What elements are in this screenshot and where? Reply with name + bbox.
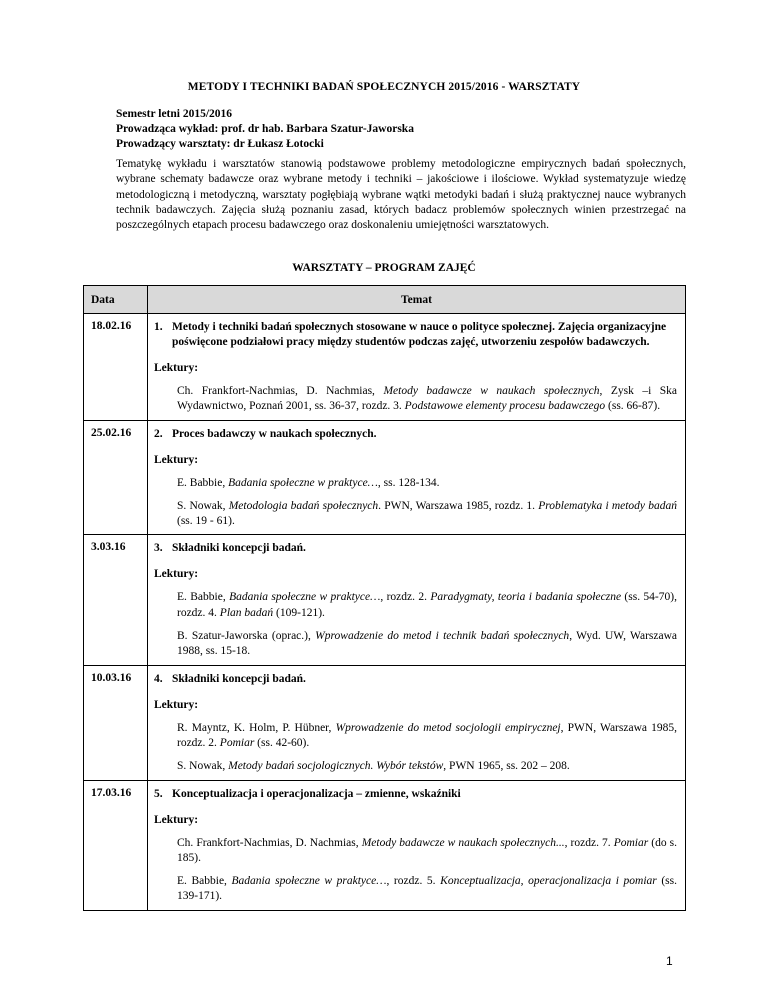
row-date: 18.02.16 <box>84 314 148 421</box>
reference-title: Konceptualizacja, operacjonalizacja i pomiar <box>440 875 657 888</box>
reference-title: Badania społeczne w praktyce… <box>228 476 378 489</box>
row-topic-cell <box>148 535 686 665</box>
reference-title: Problematyka i metody badań <box>538 499 677 512</box>
reference-title: Podstawowe elementy procesu badawczego <box>404 400 606 413</box>
reference-text: (109-121). <box>273 606 325 619</box>
reading-reference <box>177 499 677 530</box>
workshop-lead-line: Prowadzący warsztaty: dr Łukasz Łotocki <box>116 138 324 150</box>
row-date: 3.03.16 <box>84 535 148 665</box>
table-row <box>84 535 686 665</box>
row-date: 25.02.16 <box>84 420 148 535</box>
reference-text: E. Babbie, <box>177 591 230 604</box>
reference-text: , Zysk –i Ska Wydawnictwo, Poznań 2001, ss. 36-37, rozdz. 3. <box>177 385 678 413</box>
readings-label: Lektury: <box>154 453 199 466</box>
topic-title <box>154 427 677 442</box>
topic-number: 2. <box>154 427 163 440</box>
reference-text: , PWN, Warszawa 1985, rozdz. 2. <box>177 721 677 749</box>
readings-label: Lektury: <box>154 813 199 826</box>
reference-text: , rozdz. 5. <box>386 875 441 888</box>
reference-text: , PWN 1965, ss. 202 – 208. <box>443 760 570 773</box>
topic-number: 3. <box>154 542 163 555</box>
reference-text: (ss. 139-171). <box>177 875 677 903</box>
row-date: 17.03.16 <box>84 780 148 910</box>
reference-text: , ss. 128-134. <box>377 476 440 489</box>
row-topic-cell <box>148 780 686 910</box>
reading-reference <box>177 759 677 774</box>
reference-text: (ss. 54-70), rozdz. 4. <box>177 591 677 619</box>
row-topic-cell <box>148 314 686 421</box>
row-topic-cell <box>148 665 686 780</box>
reference-text: E. Babbie, <box>177 476 229 489</box>
reference-title: Metody badań socjologicznych. Wybór tekstów <box>228 760 444 773</box>
reference-title: Badania społeczne w praktyce… <box>229 591 381 604</box>
topic-text: Metody i techniki badań społecznych stosowane w nauce o polityce społecznej. Zajęcia organizacyjne poświęcone podziałowi pracy między studentów podczas zajęć, utworzeniu zespołów badawczych. <box>172 321 667 348</box>
topic-title <box>154 541 677 556</box>
topic-text: Konceptualizacja i operacjonalizacja – zmienne, wskaźniki <box>172 787 461 800</box>
topic-text: Składniki koncepcji badań. <box>172 672 306 685</box>
schedule-body <box>84 314 686 911</box>
reference-text: . PWN, Warszawa 1985, rozdz. 1. <box>378 499 539 512</box>
reference-text: S. Nowak, <box>177 760 229 773</box>
reference-title: Badania społeczne w praktyce… <box>231 875 387 888</box>
reference-text: , rozdz. 7. <box>564 836 614 849</box>
table-row <box>84 314 686 421</box>
reference-title: Wprowadzenie do metod i technik badań społecznych <box>315 630 570 643</box>
row-topic-cell <box>148 420 686 535</box>
reference-title: Pomiar <box>613 836 649 849</box>
document-title: METODY I TECHNIKI BADAŃ SPOŁECZNYCH 2015/2016 - WARSZTATY <box>187 81 581 93</box>
table-row <box>84 420 686 535</box>
reference-text: S. Nowak, <box>177 499 229 512</box>
page-number: 1 <box>666 954 673 968</box>
topic-number: 1. <box>154 321 163 333</box>
reference-text: (ss. 19 - 61). <box>177 515 235 528</box>
reference-text: Ch. Frankfort-Nachmias, D. Nachmias, <box>177 385 384 397</box>
intro-paragraph: Tematykę wykładu i warsztatów stanowią podstawowe problemy metodologiczne empirycznych badań społecznych, wybrane schematy badawcze oraz wybrane metody i techniki – jakościowe i ilościowe. Wykład systematyzuje wiedzę metodologiczną i metodyczną, warsztaty pogłębiają wybrane wątki metodyki badań i służą praktycznej nauce wybranych technik badawczych. Zajęcia służą poznaniu zasad, których badacz problemów społecznych winien przestrzegać na poszczególnych etapach procesu badawczego oraz doskonaleniu umiejętności warsztatowych. <box>116 158 686 232</box>
header-topic: Temat <box>148 286 686 314</box>
reference-title: Metody badawcze w naukach społecznych <box>383 385 600 397</box>
readings-label: Lektury: <box>154 698 199 711</box>
reference-title: Metody badawcze w naukach społecznych... <box>361 836 565 849</box>
reading-reference <box>177 629 677 660</box>
table-row <box>84 780 686 910</box>
reference-text: (do s. 185). <box>177 836 677 864</box>
lecturer-line: Prowadząca wykład: prof. dr hab. Barbara Szatur-Jaworska <box>116 123 414 135</box>
table-header-row <box>84 286 686 314</box>
topic-title <box>154 787 677 802</box>
reading-reference <box>177 874 677 905</box>
reference-text: , rozdz. 2. <box>380 591 431 604</box>
reference-text: , Wyd. UW, Warszawa 1988, ss. 15-18. <box>177 630 678 658</box>
reading-reference <box>177 590 677 621</box>
schedule-table <box>83 285 686 911</box>
header-date: Data <box>84 286 148 314</box>
reading-reference <box>177 836 677 867</box>
reference-text: (ss. 66-87). <box>605 400 661 413</box>
reading-reference <box>177 721 677 752</box>
reference-title: Paradygmaty, teoria i badania społeczne <box>430 591 622 604</box>
reference-text: E. Babbie, <box>177 875 232 888</box>
topic-title <box>154 672 677 687</box>
semester-line: Semestr letni 2015/2016 <box>116 108 233 120</box>
readings-label: Lektury: <box>154 568 199 581</box>
reading-reference <box>177 476 677 491</box>
reading-reference <box>177 384 677 415</box>
course-meta <box>116 107 414 152</box>
reference-text: B. Szatur-Jaworska (oprac.), <box>177 630 316 643</box>
reference-title: Wprowadzenie do metod socjologii empirycznej <box>335 721 561 734</box>
topic-title <box>154 320 677 350</box>
reference-text: R. Mayntz, K. Holm, P. Hübner, <box>177 721 336 734</box>
topic-text: Proces badawczy w naukach społecznych. <box>172 427 377 440</box>
topic-text: Składniki koncepcji badań. <box>172 542 306 555</box>
row-date: 10.03.16 <box>84 665 148 780</box>
topic-number: 5. <box>154 787 163 800</box>
reference-text: Ch. Frankfort-Nachmias, D. Nachmias, <box>177 836 362 849</box>
reference-title: Plan badań <box>219 606 274 619</box>
section-title: WARSZTATY – PROGRAM ZAJĘĆ <box>292 262 476 274</box>
readings-label: Lektury: <box>154 362 199 374</box>
table-row <box>84 665 686 780</box>
reference-title: Pomiar <box>219 736 255 749</box>
reference-title: Metodologia badań społecznych <box>228 499 379 512</box>
topic-number: 4. <box>154 672 163 685</box>
reference-text: (ss. 42-60). <box>254 736 310 749</box>
